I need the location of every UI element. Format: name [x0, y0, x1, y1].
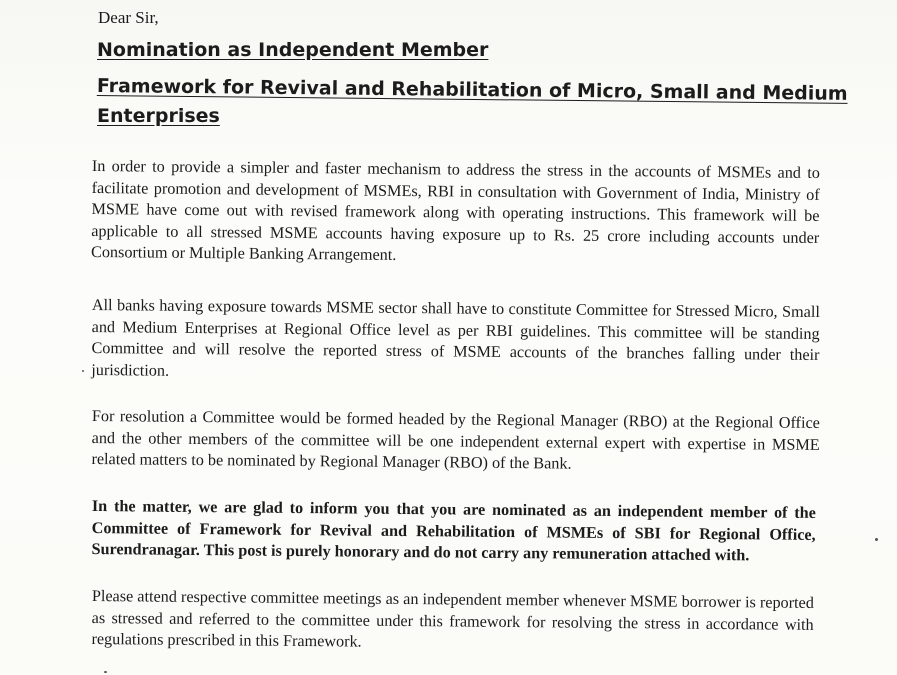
- paragraph-framework-intro: In order to provide a simpler and faster mechanism to address the stress in the accounts of MSMEs and to facilitate promotion and development of MSMEs, RBI in consultation with Government of India, Ministry of MSME have come out with revised framework along with operating instructions. This framework will be applicable to all stressed MSME accounts having exposure up to Rs. 25 crore including accounts under Consortium or Multiple Banking Arrangement.: [90, 156, 820, 264]
- paragraph-committee-constitution: All banks having exposure towards MSME sector shall have to constitute Committee for Stressed Micro, Small and Medium Enterprises at Regional Office level as per RBI guidelines. This committee will be standing Committee and will resolve the reported stress of MSME accounts of the branches falling under their jurisdiction.: [91, 295, 820, 380]
- subject-line-3: Enterprises: [97, 105, 220, 127]
- scan-speck: [82, 370, 84, 372]
- paragraph-attend-meetings: Please attend respective committee meetings as an independent member whenever MSME borrower is reported as stressed and referred to the committee under this framework for resolving the stress in accordance with regulations prescribed in this Framework.: [91, 586, 814, 651]
- scan-speck: [104, 671, 107, 673]
- paragraph-nomination: In the matter, we are glad to inform you that you are nominated as an independent member of the Committee of Framework for Revival and Rehabilitation of MSMEs of SBI for Regional Office, Surendranagar. This post is purely honorary and do not carry any remuneration attached with.: [91, 496, 816, 565]
- subject-line-1: Nomination as Independent Member: [97, 39, 489, 61]
- scan-speck: [875, 538, 878, 541]
- subject-line-2: Framework for Revival and Rehabilitation of Micro, Small and Medium: [96, 75, 848, 105]
- greeting: Dear Sir,: [98, 8, 159, 27]
- paragraph-committee-composition: For resolution a Committee would be formed headed by the Regional Manager (RBO) at the Regional Office and the other members of the committee will be one independent external expert with expertise in MSME related matters to be nominated by Regional Manager (RBO) of the Bank.: [91, 406, 820, 473]
